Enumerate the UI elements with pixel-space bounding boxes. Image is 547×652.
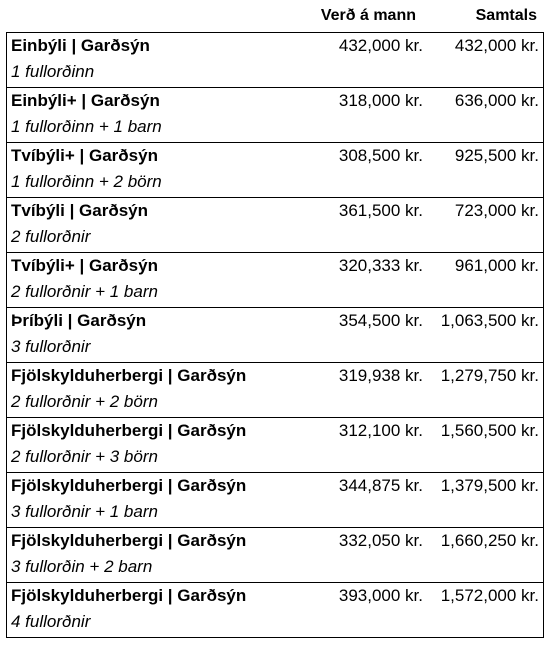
room-cell xyxy=(7,363,303,417)
room-cell xyxy=(7,33,303,87)
price-total: 636,000 kr. xyxy=(454,91,539,110)
room-name: Fjölskylduherbergi | Garðsýn xyxy=(11,476,247,495)
price-total: 961,000 kr. xyxy=(454,256,539,275)
price-total: 723,000 kr. xyxy=(454,201,539,220)
room-cell xyxy=(7,88,303,142)
room-name: Tvíbýli+ | Garðsýn xyxy=(11,146,158,165)
table-row xyxy=(7,33,543,88)
room-occupancy: 3 fullorðnir + 1 barn xyxy=(11,502,158,521)
room-name: Tvíbýli+ | Garðsýn xyxy=(11,256,158,275)
room-name: Fjölskylduherbergi | Garðsýn xyxy=(11,531,247,550)
room-occupancy: 2 fullorðnir xyxy=(11,227,91,246)
header-per-person: Verð á mann xyxy=(320,7,416,24)
table-row xyxy=(7,88,543,143)
room-cell xyxy=(7,253,303,307)
price-per-person: 432,000 kr. xyxy=(338,36,423,55)
room-occupancy: 3 fullorðin + 2 barn xyxy=(11,557,153,576)
room-cell xyxy=(7,198,303,252)
room-name: Einbýli | Garðsýn xyxy=(11,36,150,55)
table-row xyxy=(7,198,543,253)
table-row xyxy=(7,253,543,308)
room-cell xyxy=(7,308,303,362)
table-row xyxy=(7,473,543,528)
table-header xyxy=(0,0,547,32)
table-row xyxy=(7,418,543,473)
table-body xyxy=(6,32,544,638)
table-row xyxy=(7,308,543,363)
room-name: Tvíbýli | Garðsýn xyxy=(11,201,149,220)
table-row xyxy=(7,583,543,638)
room-occupancy: 2 fullorðnir + 1 barn xyxy=(11,282,158,301)
room-occupancy: 2 fullorðnir + 3 börn xyxy=(11,447,158,466)
price-total: 1,572,000 kr. xyxy=(440,586,539,605)
room-cell xyxy=(7,528,303,582)
room-name: Fjölskylduherbergi | Garðsýn xyxy=(11,586,247,605)
price-total: 1,660,250 kr. xyxy=(440,531,539,550)
room-cell xyxy=(7,583,303,637)
room-cell xyxy=(7,143,303,197)
price-per-person: 319,938 kr. xyxy=(338,366,423,385)
table-row xyxy=(7,143,543,198)
price-per-person: 344,875 kr. xyxy=(338,476,423,495)
price-total: 432,000 kr. xyxy=(454,36,539,55)
price-per-person: 332,050 kr. xyxy=(338,531,423,550)
price-per-person: 320,333 kr. xyxy=(338,256,423,275)
price-per-person: 312,100 kr. xyxy=(338,421,423,440)
room-name: Fjölskylduherbergi | Garðsýn xyxy=(11,366,247,385)
room-name: Fjölskylduherbergi | Garðsýn xyxy=(11,421,247,440)
price-total: 1,560,500 kr. xyxy=(440,421,539,440)
price-total: 925,500 kr. xyxy=(454,146,539,165)
room-occupancy: 1 fullorðinn xyxy=(11,62,95,81)
price-per-person: 308,500 kr. xyxy=(338,146,423,165)
price-total: 1,379,500 kr. xyxy=(440,476,539,495)
room-occupancy: 3 fullorðnir xyxy=(11,337,91,356)
room-occupancy: 1 fullorðinn + 2 börn xyxy=(11,172,162,191)
room-name: Þríbýli | Garðsýn xyxy=(11,311,147,330)
room-occupancy: 2 fullorðnir + 2 börn xyxy=(11,392,158,411)
price-total: 1,063,500 kr. xyxy=(440,311,539,330)
price-per-person: 361,500 kr. xyxy=(338,201,423,220)
table-row xyxy=(7,363,543,418)
room-name: Einbýli+ | Garðsýn xyxy=(11,91,160,110)
price-total: 1,279,750 kr. xyxy=(440,366,539,385)
price-per-person: 354,500 kr. xyxy=(338,311,423,330)
room-occupancy: 4 fullorðnir xyxy=(11,612,91,631)
header-total: Samtals xyxy=(475,7,537,24)
room-cell xyxy=(7,473,303,527)
room-occupancy: 1 fullorðinn + 1 barn xyxy=(11,117,162,136)
price-per-person: 318,000 kr. xyxy=(338,91,423,110)
price-per-person: 393,000 kr. xyxy=(338,586,423,605)
room-cell xyxy=(7,418,303,472)
table-row xyxy=(7,528,543,583)
